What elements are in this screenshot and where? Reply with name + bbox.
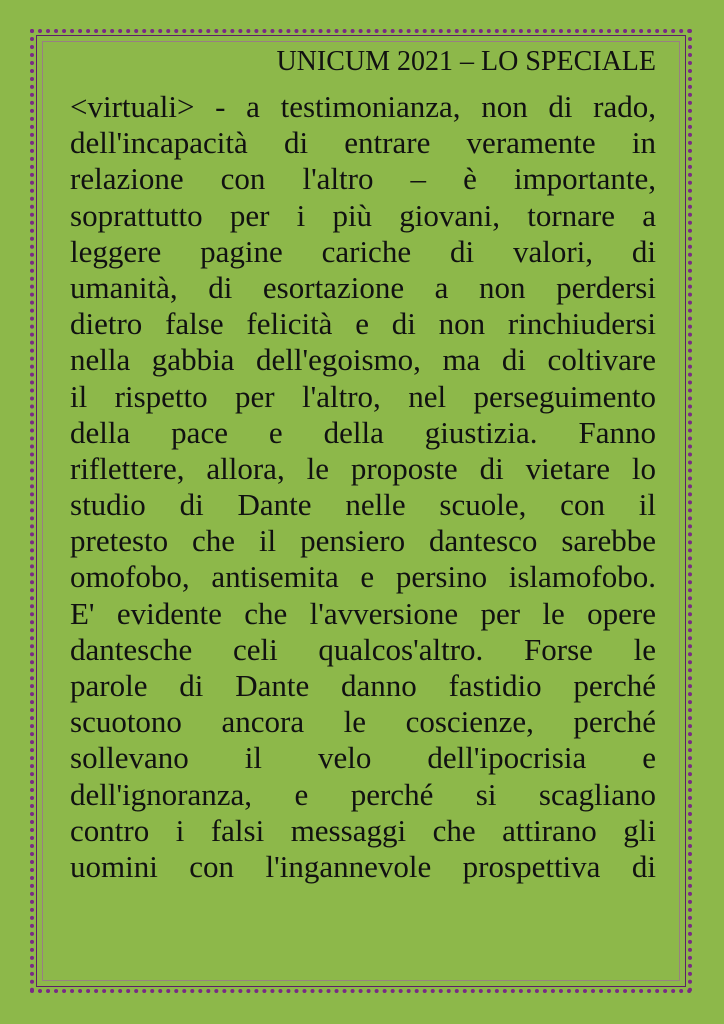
text-line: studio di Dante nelle scuole, con il: [70, 487, 656, 523]
text-line: pretesto che il pensiero dantesco sarebbe: [70, 523, 656, 559]
text-line: soprattutto per i più giovani, tornare a: [70, 197, 656, 233]
text-line: il rispetto per l'altro, nel perseguimento: [70, 378, 656, 414]
text-line: <virtuali> - a testimonianza, non di rado,: [70, 89, 656, 124]
text-line: nella gabbia dell'egoismo, ma di coltivare: [70, 342, 656, 378]
article-body: [70, 89, 656, 885]
text-line: dantesche celi qualcos'altro. Forse le: [70, 631, 656, 667]
text-line: umanità, di esortazione a non perdersi: [70, 269, 656, 305]
text-line: omofobo, antisemita e persino islamofobo.: [70, 559, 656, 595]
text-line: parole di Dante danno fastidio perché: [70, 668, 656, 703]
text-line: riflettere, allora, le proposte di vietare lo: [70, 450, 656, 486]
text-line: della pace e della giustizia. Fanno: [70, 414, 656, 450]
text-line: dell'ignoranza, e perché si scagliano: [70, 776, 656, 812]
text-line: scuotono ancora le coscienze, perché: [70, 704, 656, 740]
text-line: sollevano il velo dell'ipocrisia e: [70, 740, 656, 776]
text-line: E' evidente che l'avversione per le opere: [70, 595, 656, 631]
page-header: UNICUM 2021 – LO SPECIALE: [276, 46, 656, 77]
text-line: relazione con l'altro – è importante,: [70, 161, 656, 197]
text-line: dietro false felicità e di non rinchiudersi: [70, 306, 656, 342]
text-line: contro i falsi messaggi che attirano gli: [70, 812, 656, 848]
text-line: leggere pagine cariche di valori, di: [70, 233, 656, 269]
text-line: dell'incapacità di entrare veramente in: [70, 125, 656, 161]
text-line: uomini con l'ingannevole prospettiva di: [70, 848, 656, 884]
